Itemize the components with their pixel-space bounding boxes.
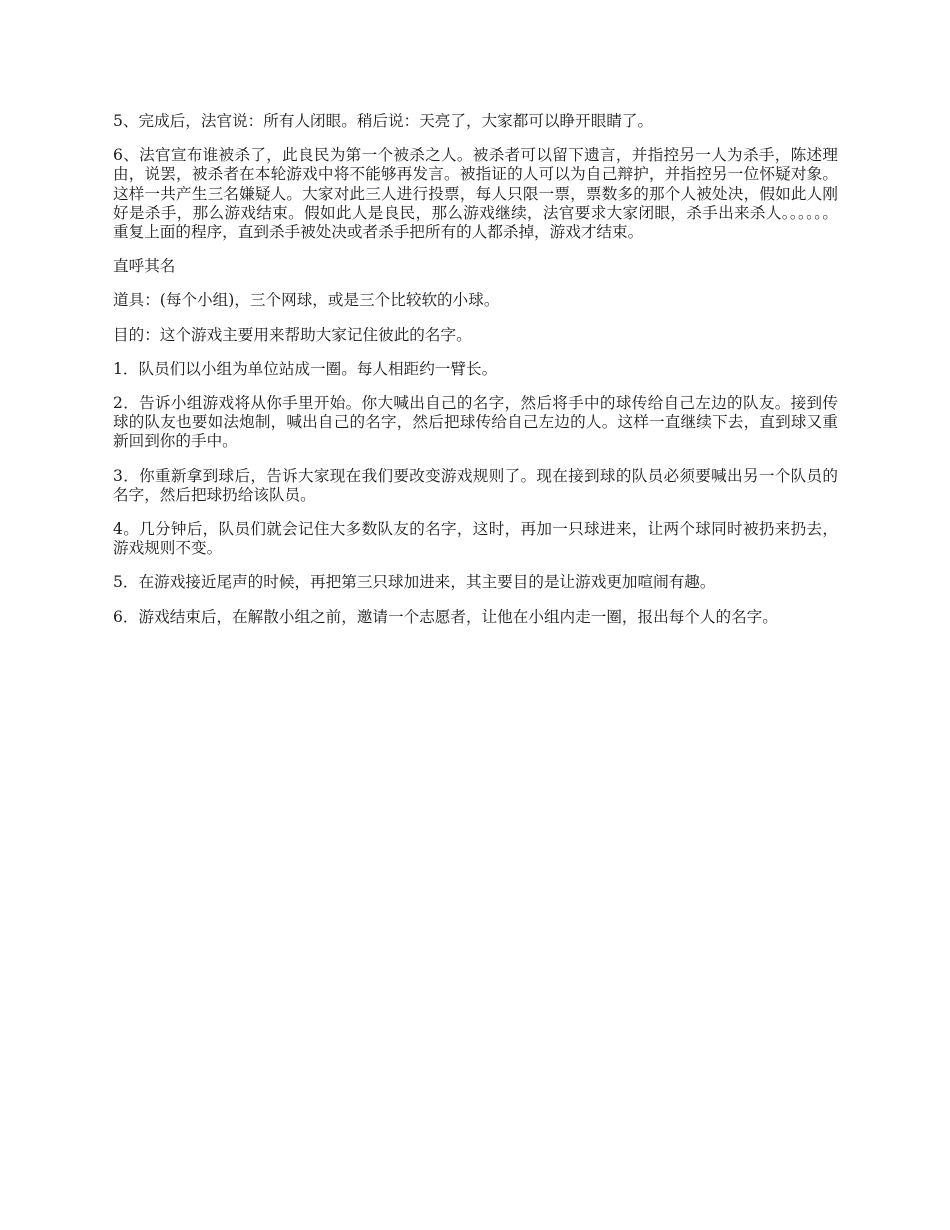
paragraph-props: 道具：(每个小组)，三个网球，或是三个比较软的小球。 bbox=[113, 291, 500, 310]
paragraph-purpose: 目的：这个游戏主要用来帮助大家记住彼此的名字。 bbox=[113, 325, 472, 344]
paragraph-step-3: 3．你重新拿到球后，告诉大家现在我们要改变游戏规则了。现在接到球的队员必须要喊出另一个队员的名字，然后把球扔给该队员。 bbox=[113, 466, 838, 504]
paragraph-step-4: 4。几分钟后，队员们就会记住大多数队友的名字，这时，再加一只球进来，让两个球同时被扔来扔去，游戏规则不变。 bbox=[113, 520, 838, 558]
section-heading-call-names: 直呼其名 bbox=[113, 257, 176, 276]
paragraph-step-1: 1．队员们以小组为单位站成一圈。每人相距约一臂长。 bbox=[113, 359, 498, 378]
paragraph-werewolf-step-5: 5、完成后，法官说：所有人闭眼。稍后说：天亮了，大家都可以睁开眼睛了。 bbox=[113, 112, 654, 130]
paragraph-step-2: 2．告诉小组游戏将从你手里开始。你大喊出自己的名字，然后将手中的球传给自己左边的队友。接到传球的队友也要如法炮制，喊出自己的名字，然后把球传给自己左边的人。这样一直继续下去，直到球又重新回到你的手中。 bbox=[113, 394, 838, 451]
document-page bbox=[113, 112, 838, 642]
paragraph-step-5: 5．在游戏接近尾声的时候，再把第三只球加进来，其主要目的是让游戏更加喧闹有趣。 bbox=[113, 573, 716, 592]
paragraph-werewolf-step-6: 6、法官宣布谁被杀了，此良民为第一个被杀之人。被杀者可以留下遗言，并指控另一人为杀手，陈述理由，说罢，被杀者在本轮游戏中将不能够再发言。被指证的人可以为自己辩护，并指控另一位怀疑对象。这样一共产生三名嫌疑人。大家对此三人进行投票，每人只限一票，票数多的那个人被处决，假如此人刚好是杀手，那么游戏结束。假如此人是良民，那么游戏继续，法官要求大家闭眼，杀手出来杀人。。。。。。重复上面的程序，直到杀手被处决或者杀手把所有的人都杀掉，游戏才结束。 bbox=[113, 146, 838, 242]
paragraph-step-6: 6．游戏结束后，在解散小组之前，邀请一个志愿者，让他在小组内走一圈，报出每个人的名字。 bbox=[113, 607, 778, 626]
